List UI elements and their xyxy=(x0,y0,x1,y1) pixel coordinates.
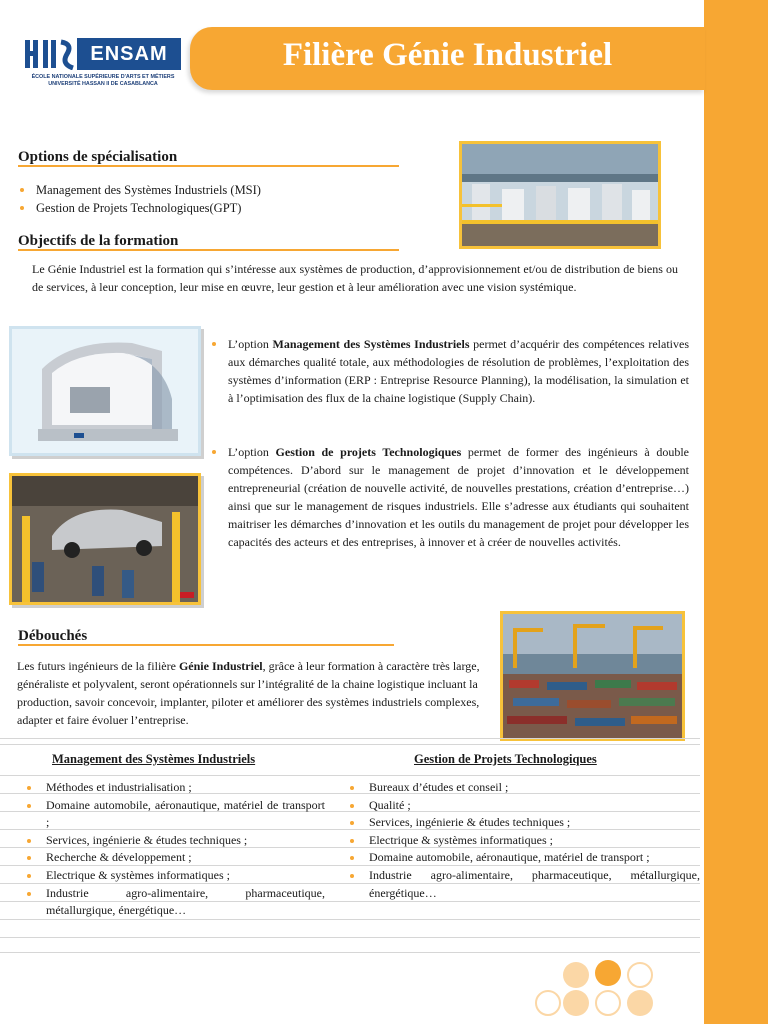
circle-decoration xyxy=(627,962,653,988)
bullet-icon xyxy=(27,804,31,808)
bullet-icon xyxy=(27,856,31,860)
list-item: Domaine automobile, aéronautique, matériel de transport ; xyxy=(19,797,325,832)
bullet-icon xyxy=(27,874,31,878)
list-item: Domaine automobile, aéronautique, matériel de transport ; xyxy=(342,849,700,867)
ruled-line xyxy=(0,738,700,739)
cnc-machine-image xyxy=(12,329,198,453)
logo-wordmark: ENSAM xyxy=(77,38,181,70)
side-accent-strip xyxy=(704,0,768,1024)
ruled-line xyxy=(0,952,700,953)
page-title: Filière Génie Industriel xyxy=(282,37,613,73)
gpt-debouches-list xyxy=(342,779,700,902)
bullet-icon xyxy=(212,342,216,346)
msi-description: L’option Management des Systèmes Industriels permet d’acquérir des compétences relatives aux démarches qualité totale, aux méthodologies de résolution de problèmes, l’exploitation des systèmes d’information (ERP : Entreprise Resource Planning), la modélisation, la simulation et à l’optimisation des flux de la chaine logistique (Supply Chain). xyxy=(212,335,689,407)
decorative-circles xyxy=(533,958,693,1024)
university-emblem-icon xyxy=(23,38,75,70)
list-item: Electrique & systèmes informatiques ; xyxy=(342,832,700,850)
circle-decoration xyxy=(535,990,561,1016)
circle-decoration xyxy=(563,962,589,988)
list-item: Services, ingénierie & études techniques ; xyxy=(342,814,700,832)
options-heading: Options de spécialisation xyxy=(18,149,178,165)
logo-line-1: ÉCOLE NATIONALE SUPÉRIEURE D'ARTS ET MÉTIERS xyxy=(31,74,175,80)
bullet-icon xyxy=(350,786,354,790)
bullet-icon xyxy=(350,804,354,808)
bullet-icon xyxy=(27,786,31,790)
bullet-icon xyxy=(20,188,24,192)
cnc-machine-photo xyxy=(9,326,201,456)
objectifs-heading: Objectifs de la formation xyxy=(18,233,179,249)
list-item: Bureaux d’études et conseil ; xyxy=(342,779,700,797)
car-assembly-photo xyxy=(9,473,201,605)
bullet-icon xyxy=(27,892,31,896)
bullet-icon xyxy=(212,450,216,454)
bullet-icon xyxy=(350,874,354,878)
bullet-icon xyxy=(350,839,354,843)
circle-decoration xyxy=(595,960,621,986)
list-item: Services, ingénierie & études techniques ; xyxy=(19,832,325,850)
list-item: Recherche & développement ; xyxy=(19,849,325,867)
objectifs-heading-rule xyxy=(18,249,399,251)
list-item: Industrie agro-alimentaire, pharmaceutique, métallurgique, énergétique… xyxy=(342,867,700,902)
circle-decoration xyxy=(595,990,621,1016)
options-heading-rule xyxy=(18,165,399,167)
bullet-icon xyxy=(350,856,354,860)
ruled-line xyxy=(0,744,700,745)
car-assembly-image xyxy=(12,476,198,602)
ensam-logo xyxy=(23,38,183,90)
bullet-icon xyxy=(350,821,354,825)
logo-line-2: UNIVERSITÉ HASSAN II DE CASABLANCA xyxy=(48,81,158,87)
bullet-icon xyxy=(27,839,31,843)
list-item: Electrique & systèmes informatiques ; xyxy=(19,867,325,885)
port-image xyxy=(503,614,682,738)
debouches-intro: Les futurs ingénieurs de la filière Génie Industriel, grâce à leur formation à caractère très large, généraliste et polyvalent, seront opérationnels sur l’intégralité de la chaine logistique incluant la production, savoir concevoir, implanter, piloter et améliorer des systèmes industriels complexes, adapter et faire évoluer l’entreprise. xyxy=(17,659,480,727)
factory-image xyxy=(462,144,658,246)
title-banner xyxy=(190,27,705,90)
objectifs-intro: Le Génie Industriel est la formation qui s’intéresse aux systèmes de production, d’approvisionnement et/ou de distribution de biens ou de services, à leur conception, leur mise en œuvre, leur gestion et à leur amélioration avec une vision systémique. xyxy=(32,262,678,294)
gpt-column-heading: Gestion de Projets Technologiques xyxy=(414,752,597,766)
circle-decoration xyxy=(563,990,589,1016)
options-item: Management des Systèmes Industriels (MSI) xyxy=(20,181,261,199)
debouches-heading: Débouchés xyxy=(18,628,88,644)
ruled-line xyxy=(0,775,700,776)
list-item: Qualité ; xyxy=(342,797,700,815)
options-list xyxy=(20,181,261,217)
gpt-description: L’option Gestion de projets Technologiques permet de former des ingénieurs à double compétences. D’abord sur le management de projet d’innovation et le développement entrepreneurial (création de nouvelle activité, de nouvelles prestations, création d’entreprise…) ainsi que sur le management de risques industriels. Elle s’adresse aux étudiants qui souhaitent maitriser les démarches d’innovation et les outils du management de projet pour développer les capacités des acteurs et des entreprises, à innover et à créer de nouvelles activités. xyxy=(212,443,689,551)
msi-column-heading: Management des Systèmes Industriels xyxy=(52,752,256,766)
msi-debouches-list xyxy=(19,779,325,920)
list-item: Industrie agro-alimentaire, pharmaceutique, métallurgique, énergétique… xyxy=(19,885,325,920)
bullet-icon xyxy=(20,206,24,210)
factory-photo xyxy=(459,141,661,249)
options-item: Gestion de Projets Technologiques(GPT) xyxy=(20,199,261,217)
port-containers-photo xyxy=(500,611,685,741)
debouches-heading-rule xyxy=(18,644,394,646)
circle-decoration xyxy=(627,990,653,1016)
ruled-line xyxy=(0,937,700,938)
list-item: Méthodes et industrialisation ; xyxy=(19,779,325,797)
